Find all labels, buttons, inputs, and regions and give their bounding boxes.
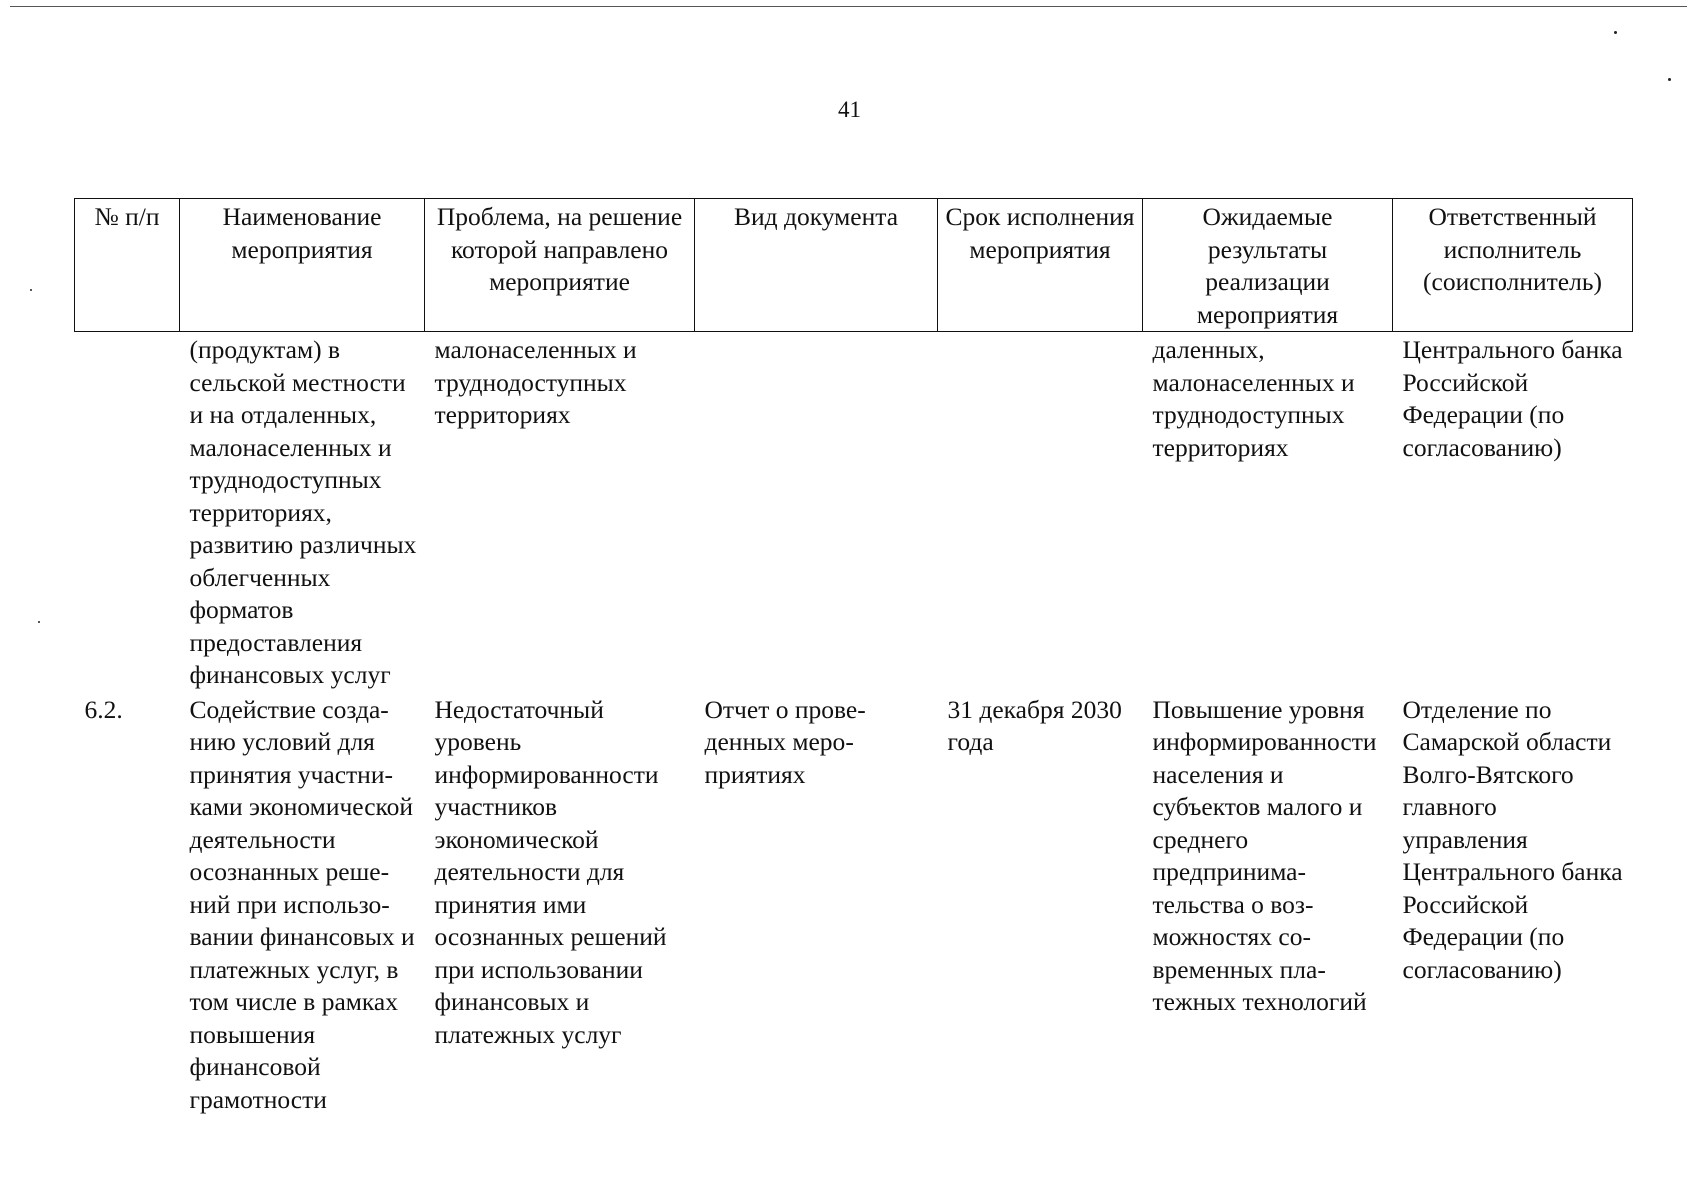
cell-document-type <box>695 332 938 692</box>
cell-responsible: Отделение по Самарской области Волго-Вятского главного управления Центрального банка Российской Федерации (по согласованию) <box>1402 694 1623 984</box>
cell-deadline <box>938 332 1143 692</box>
header-deadline: Срок исполнения мероприятия <box>938 199 1143 332</box>
scan-speck <box>1614 31 1617 34</box>
cell-problem: малонаселенных и труднодоступных территориях <box>434 335 637 429</box>
cell-measure-name: Содействие созданию условий для принятия участниками экономической деятельности осознанных решений при использовании финансовых и платежных услуг, в том числе в рамках повышения финансовой грамотности <box>189 694 415 1114</box>
cell-measure-name: (продуктам) в сельской местности и на отдаленных, малонаселенных и труднодоступных территориях, развитию различных облегченных форматов предоставления финансовых услуг <box>189 335 417 689</box>
page-top-rule <box>10 6 1687 7</box>
cell-expected-results: даленных, малонаселенных и труднодоступных территориях <box>1152 335 1355 462</box>
scan-speck <box>30 289 32 291</box>
header-expected-results: Ожидаемые результаты реализации мероприятия <box>1143 199 1393 332</box>
scan-speck <box>38 621 40 623</box>
cell-document-type: Отчет о проведенных мероприятиях <box>704 694 866 789</box>
cell-expected-results: Повышение уровня информированности населения и субъектов малого и среднего предпринимательства о возможностях современных платежных технологий <box>1152 694 1377 1016</box>
header-measure-name: Наименование мероприятия <box>180 199 425 332</box>
header-number: № п/п <box>75 199 180 332</box>
measures-table <box>74 198 1633 1116</box>
header-responsible: Ответственный исполнитель (соисполнитель) <box>1393 199 1633 332</box>
scan-speck <box>1668 78 1671 81</box>
cell-problem: Недостаточный уровень информированности участников экономической деятельности для принятия ими осознанных решений при использовании финансовых и платежных услуг <box>434 694 667 1049</box>
table-row <box>75 332 1633 692</box>
table-header-row <box>75 199 1633 332</box>
header-problem: Проблема, на решение которой направлено мероприятие <box>425 199 695 332</box>
cell-number <box>75 332 180 692</box>
table-row <box>75 692 1633 1117</box>
page-number: 41 <box>838 97 861 122</box>
header-document-type: Вид документа <box>695 199 938 332</box>
cell-number: 6.2. <box>84 694 123 724</box>
cell-responsible: Центрального банка Российской Федерации (по согласованию) <box>1402 335 1623 462</box>
cell-deadline: 31 декабря 2030 года <box>947 694 1122 756</box>
